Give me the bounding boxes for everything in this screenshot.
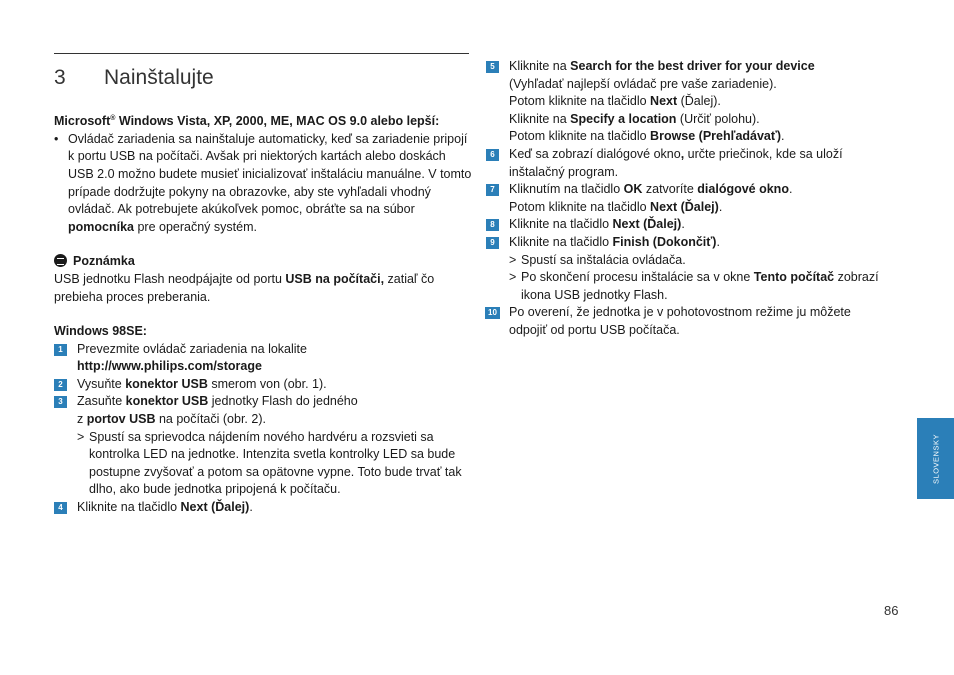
- left-column: [54, 110, 472, 517]
- step-badge: 1: [54, 344, 67, 356]
- step-badge: 9: [486, 237, 499, 249]
- step-5: 5 Kliknite na Search for the best driver for your device (Vyhľadať najlepší ovládač pre vaše zariadenie). Potom kliknite na tlačidlo Next (Ďalej). Kliknite na Specify a location (Určiť polohu). Potom kliknite na tlačidlo Browse (Prehľadávať).: [486, 58, 886, 146]
- step-2: 2 Vysuňte konektor USB smerom von (obr. 1).: [54, 376, 472, 394]
- step-badge: 4: [54, 502, 67, 514]
- language-tab-label: SLOVENSKY: [931, 433, 940, 484]
- step-1: 1 Prevezmite ovládač zariadenia na lokalite http://www.philips.com/storage: [54, 341, 472, 376]
- step-badge: 10: [485, 307, 500, 319]
- step-9-result-1: > Spustí sa inštalácia ovládača.: [509, 252, 686, 267]
- philips-storage-link[interactable]: http://www.philips.com/storage: [77, 359, 262, 374]
- w98-heading: Windows 98SE:: [54, 324, 147, 339]
- step-6: 6 Keď sa zobrazí dialógové okno, určte priečinok, kde sa uloží inštalačný program.: [486, 146, 886, 181]
- step-badge: 5: [486, 61, 499, 73]
- section-number: 3: [54, 66, 66, 89]
- step-3-result: > Spustí sa sprievodca nájdením nového hardvéru a rozsvieti sa kontrolka LED na jednotke. Intenzita svetla kontrolky LED sa bude postupne zvyšovať a potom sa opätovne vypne. Toto bude trvať tak dlho, ako bude jednotka pripojená k počítaču.: [77, 429, 462, 497]
- note-heading: Poznámka: [54, 253, 472, 271]
- step-badge: 7: [486, 184, 499, 196]
- step-badge: 8: [486, 219, 499, 231]
- auto-install-bullet: • Ovládač zariadenia sa nainštaluje automaticky, keď sa zariadenie pripojí k portu USB na počítači. Avšak pri niektorých kartách alebo doskách USB 2.0 možno budete musieť inicializovať inštaláciu manuálne. V tomto prípade dodržujte pokyny na obrazovke, aby ste vyhľadali vhodný ovládač. Ak potrebujete akúkoľvek pomoc, obráťte sa na súbor pomocníka pre operačný systém.: [54, 131, 472, 237]
- right-column: [486, 58, 886, 340]
- step-9: 9 Kliknite na tlačidlo Finish (Dokončiť).: [486, 234, 886, 252]
- page-number: 86: [884, 603, 899, 618]
- section-rule: [54, 53, 469, 54]
- step-badge: 2: [54, 379, 67, 391]
- note-icon: [54, 254, 67, 267]
- step-4: 4 Kliknite na tlačidlo Next (Ďalej).: [54, 499, 472, 517]
- step-badge: 6: [486, 149, 499, 161]
- step-10: 10 Po overení, že jednotka je v pohotovostnom režime ju môžete odpojiť od portu USB počítača.: [486, 304, 886, 339]
- step-badge: 3: [54, 396, 67, 408]
- section-title: Nainštalujte: [104, 66, 214, 89]
- windows-heading: Microsoft® Windows Vista, XP, 2000, ME, MAC OS 9.0 alebo lepší:: [54, 114, 440, 129]
- step-3: 3 Zasuňte konektor USB jednotky Flash do jedného z portov USB na počítači (obr. 2).: [54, 393, 472, 428]
- step-8: 8 Kliknite na tlačidlo Next (Ďalej).: [486, 216, 886, 234]
- section-heading: [54, 66, 214, 90]
- step-7: 7 Kliknutím na tlačidlo OK zatvoríte dialógové okno. Potom kliknite na tlačidlo Next (Ďalej).: [486, 181, 886, 216]
- language-tab: [917, 418, 954, 499]
- step-9-result-2: > Po skončení procesu inštalácie sa v okne Tento počítač zobrazí ikona USB jednotky Flash.: [509, 270, 879, 302]
- note-text: USB jednotku Flash neodpájajte od portu USB na počítači, zatiaľ čo prebieha proces preberania.: [54, 271, 435, 304]
